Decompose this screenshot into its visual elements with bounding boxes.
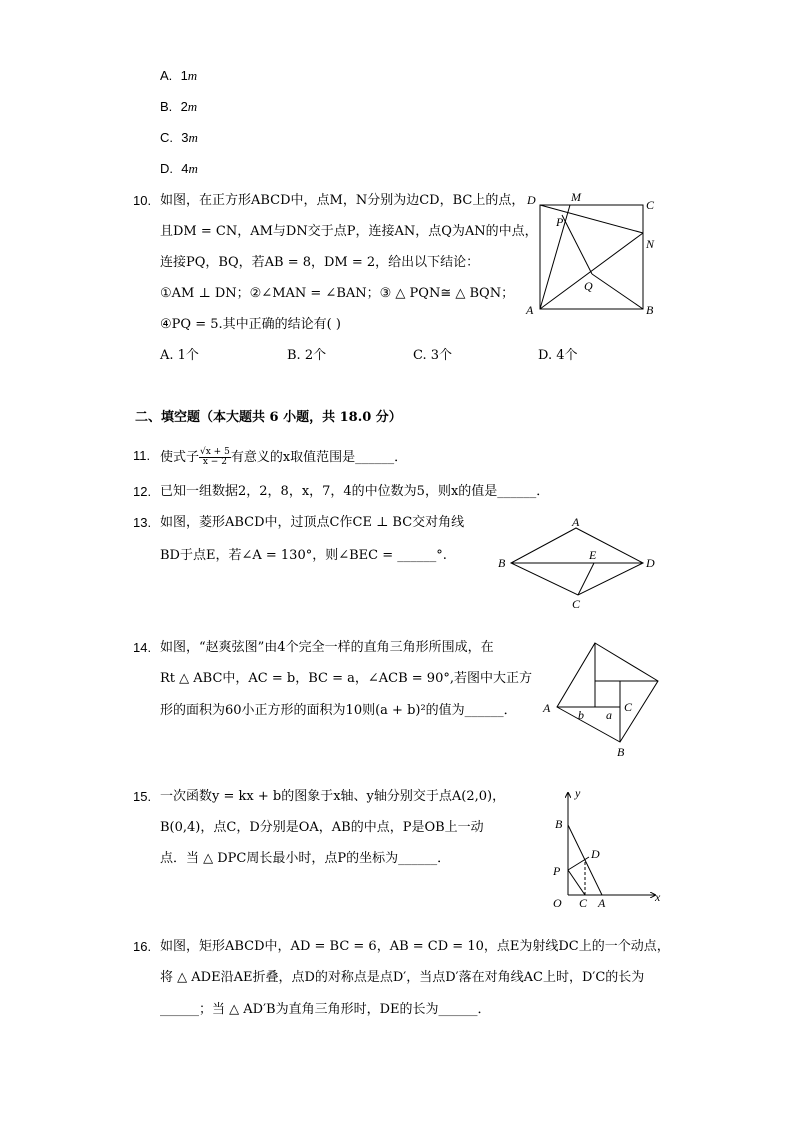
- question-text: B(0,4)，点C，D分别是OA，AB的中点，P是OB上一动: [160, 820, 484, 835]
- question-text: 一次函数y = kx + b的图象于x轴、y轴分别交于点A(2,0)，: [160, 789, 506, 804]
- label-A: A: [526, 303, 534, 317]
- label-A: A: [572, 515, 580, 529]
- label-B: B: [617, 745, 625, 759]
- question-text: 且DM = CN，AM与DN交于点P，连接AN，点Q为AN的中点，: [160, 224, 538, 239]
- square-figure: [520, 190, 665, 325]
- rhombus-figure: [495, 515, 665, 615]
- option-letter: B.: [160, 99, 173, 114]
- option-unit: m: [188, 130, 198, 145]
- option-letter: A.: [160, 68, 173, 83]
- question-text: 如图，“赵爽弦图”由4个完全一样的直角三角形所围成，在: [160, 640, 494, 655]
- option-b: [160, 99, 197, 116]
- question-text: 形的面积为60小正方形的面积为10则(a + b)²的值为______．: [160, 703, 517, 718]
- answer-choice: B. 2个: [287, 348, 327, 363]
- section-title: 二、填空题（本大题共 6 小题，共 18.0 分）: [135, 410, 402, 425]
- label-D: D: [527, 193, 536, 207]
- option-unit: m: [188, 161, 198, 176]
- question-text: 如图，菱形ABCD中，过顶点C作CE ⊥ BC交对角线: [160, 515, 465, 530]
- option-value: 3: [181, 130, 189, 145]
- label-Q: Q: [584, 279, 593, 293]
- label-a: a: [606, 708, 612, 722]
- label-C: C: [579, 896, 588, 910]
- question-text: ④PQ = 5.其中正确的结论有( ): [160, 317, 341, 332]
- question-text: [160, 448, 407, 467]
- option-a: [160, 68, 197, 85]
- fraction-denominator: x − 2: [202, 457, 227, 467]
- label-C: C: [624, 700, 633, 714]
- option-d: [160, 161, 198, 178]
- question-text: BD于点E，若∠A = 130°，则∠BEC = ______°.: [160, 548, 447, 563]
- label-B: B: [555, 817, 563, 831]
- option-value: 1: [180, 68, 188, 83]
- label-B: B: [498, 556, 506, 570]
- label-M: M: [571, 190, 581, 204]
- label-E: E: [589, 548, 597, 562]
- option-c: [160, 130, 198, 147]
- question-text: 如图，在正方形ABCD中，点M，N分别为边CD，BC上的点，: [160, 193, 525, 208]
- label-D: D: [591, 847, 600, 861]
- fraction: [199, 448, 231, 467]
- label-B: B: [646, 303, 654, 317]
- question-text: ①AM ⊥ DN；②∠MAN = ∠BAN；③ △ PQN≅ △ BQN；: [160, 286, 515, 301]
- option-value: 4: [181, 161, 189, 176]
- label-A: A: [598, 896, 606, 910]
- label-y: y: [575, 786, 581, 800]
- option-unit: m: [187, 99, 198, 114]
- label-b: b: [578, 708, 584, 722]
- label-A: A: [543, 701, 551, 715]
- question-text: 连接PQ，BQ，若AB = 8，DM = 2，给出以下结论：: [160, 255, 480, 270]
- question-number: 14.: [133, 640, 152, 655]
- label-D: D: [646, 556, 655, 570]
- question-text: 将 △ ADE沿AE折叠，点D的对称点是点D′，当点D′落在对角线AC上时，D′C的长为: [160, 970, 645, 985]
- label-C: C: [572, 597, 581, 611]
- option-value: 2: [180, 99, 188, 114]
- option-letter: C.: [160, 130, 173, 145]
- question-number: 16.: [133, 939, 152, 954]
- fraction-numerator: √x + 5: [200, 447, 230, 457]
- label-P: P: [556, 215, 564, 229]
- question-number: 10.: [133, 193, 152, 208]
- option-letter: D.: [160, 161, 173, 176]
- answer-choice: C. 3个: [413, 348, 453, 363]
- label-N: N: [646, 237, 655, 251]
- label-C: C: [646, 198, 655, 212]
- question-text: 已知一组数据2，2，8，x，7，4的中位数为5，则x的值是______．: [160, 484, 550, 499]
- coordinate-figure: [548, 783, 668, 913]
- question-number: 13.: [133, 515, 152, 530]
- text-after-fraction: 有意义的x取值范围是______．: [230, 450, 408, 465]
- answer-choice: A. 1个: [160, 348, 199, 363]
- label-P: P: [553, 864, 561, 878]
- question-text: ______；当 △ AD′B为直角三角形时，DE的长为______．: [160, 1002, 491, 1017]
- label-O: O: [553, 896, 562, 910]
- question-text: 点．当 △ DPC周长最小时，点P的坐标为______．: [160, 851, 451, 866]
- question-number: 11.: [133, 448, 151, 463]
- answer-choice: D. 4个: [538, 348, 578, 363]
- question-number: 15.: [133, 789, 152, 804]
- question-number: 12.: [133, 484, 152, 499]
- text-before-fraction: 使式子: [160, 450, 200, 465]
- label-x: x: [655, 890, 661, 904]
- zhaoshuang-figure: [538, 635, 668, 760]
- question-text: Rt △ ABC中，AC = b，BC = a，∠ACB = 90°,若图中大正方: [160, 671, 532, 686]
- question-text: 如图，矩形ABCD中，AD = BC = 6，AB = CD = 10，点E为射线DC上的一个动点，: [160, 939, 670, 954]
- option-unit: m: [187, 68, 198, 83]
